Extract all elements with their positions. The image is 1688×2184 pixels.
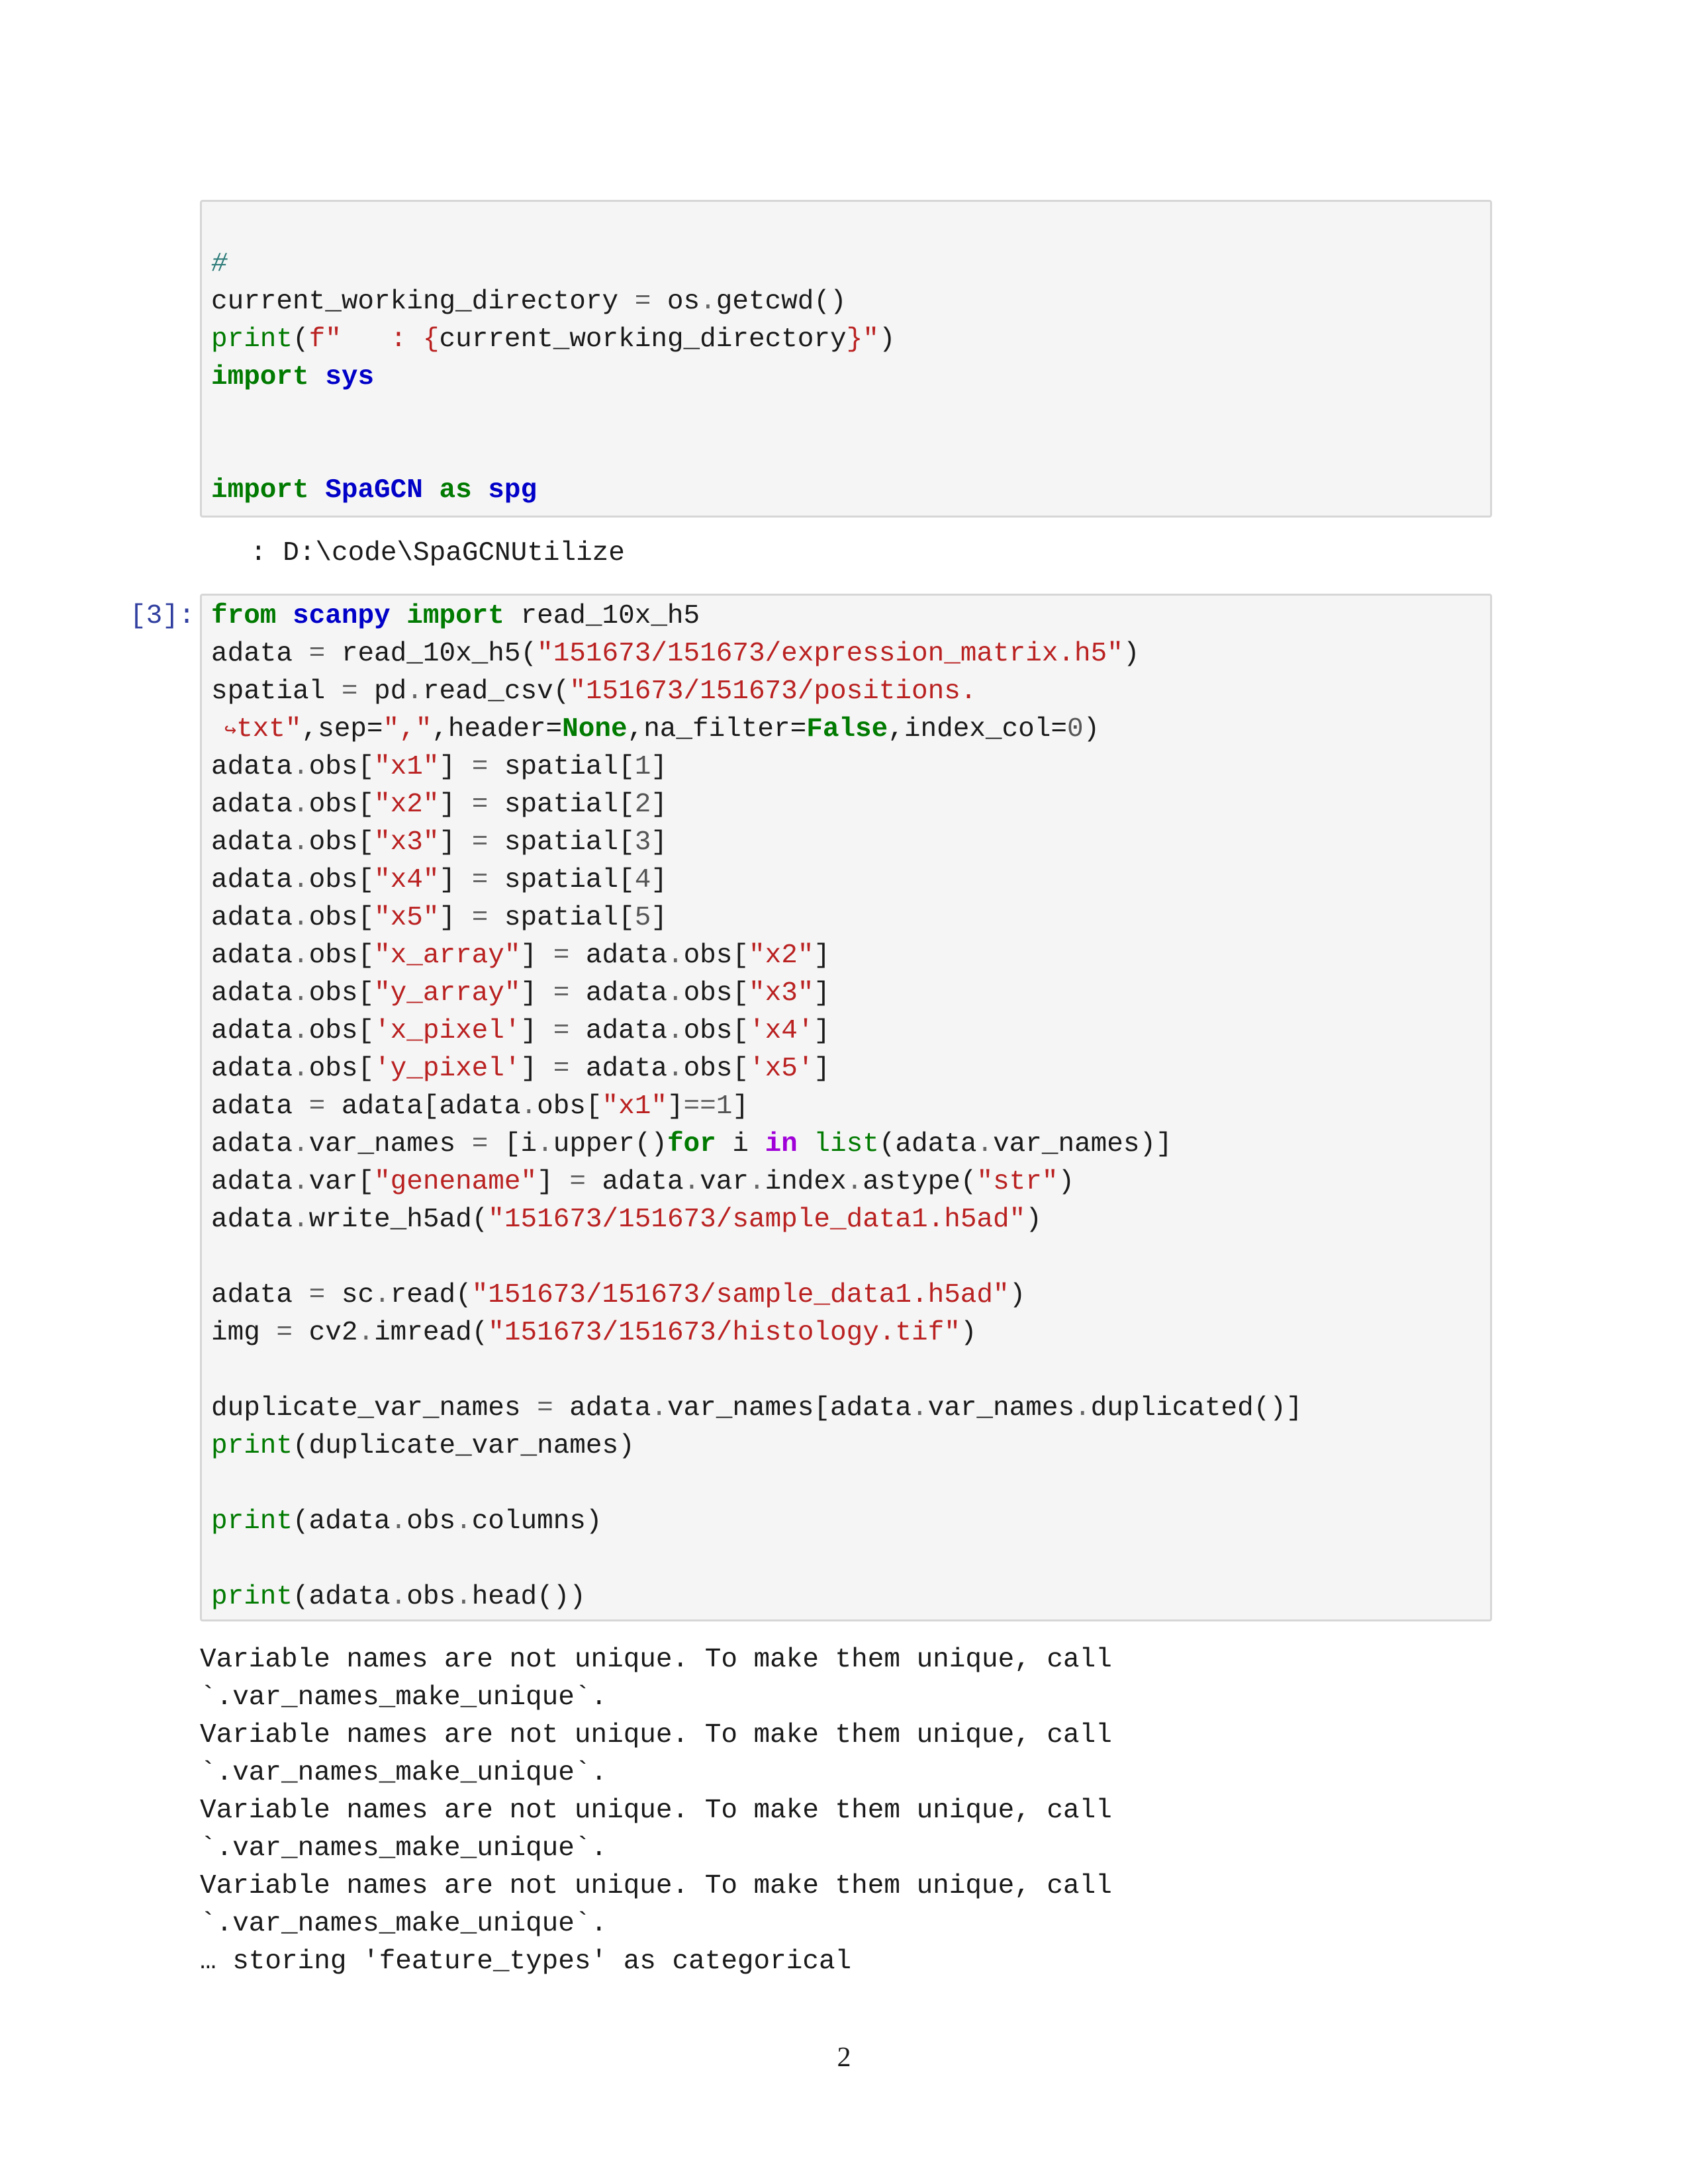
code-line: # [211,249,228,279]
code-line: adata.obs["x_array"] = adata.obs["x2"] [211,940,831,971]
code-line: adata.obs["x2"] = spatial[2] [211,790,667,820]
code-line: adata.obs["y_array"] = adata.obs["x3"] [211,978,831,1009]
output-line: … storing 'feature_types' as categorical [200,1946,852,1977]
output-line: Variable names are not unique. To make them unique, call [200,1796,1112,1826]
code-line: adata.var["genename"] = adata.var.index.astype("str") [211,1167,1075,1197]
code-line: from scanpy import read_10x_h5 [211,601,700,631]
code-cell-1[interactable] [200,200,1492,518]
output-line: Variable names are not unique. To make them unique, call [200,1871,1112,1901]
output-line: Variable names are not unique. To make them unique, call [200,1720,1112,1751]
code-line: print(adata.obs.columns) [211,1506,602,1537]
code-line: adata = read_10x_h5("151673/151673/expression_matrix.h5") [211,639,1140,669]
code-line: spatial = pd.read_csv("151673/151673/positions. [211,676,977,707]
page-number: 2 [837,2042,851,2073]
code-line: adata.obs["x5"] = spatial[5] [211,903,667,933]
code-line: adata = adata[adata.obs["x1"]==1] [211,1091,749,1122]
code-line: adata.obs['y_pixel'] = adata.obs['x5'] [211,1054,831,1084]
output-line: `.var_names_make_unique`. [200,1909,608,1939]
code-cell-2[interactable] [200,594,1492,1621]
code-line: adata.obs["x1"] = spatial[1] [211,752,667,782]
cell-prompt: [3]: [130,601,195,631]
output-line: `.var_names_make_unique`. [200,1833,608,1864]
code-line: import sys [211,362,375,392]
output-line: `.var_names_make_unique`. [200,1682,608,1713]
code-line: adata.write_h5ad("151673/151673/sample_data1.h5ad") [211,1205,1042,1235]
code-line: print(f" : {current_working_directory}") [211,324,896,355]
code-line: duplicate_var_names = adata.var_names[adata.var_names.duplicated()] [211,1393,1303,1424]
code-line: adata.obs["x3"] = spatial[3] [211,827,667,858]
cell-output: : D:\code\SpaGCNUtilize [250,538,625,569]
code-line: adata.obs['x_pixel'] = adata.obs['x4'] [211,1016,831,1046]
output-line: Variable names are not unique. To make them unique, call [200,1645,1112,1675]
code-line: ↪txt",sep=",",header=None,na_filter=False,index_col=0) [224,714,1100,745]
code-line: adata = sc.read("151673/151673/sample_data1.h5ad") [211,1280,1026,1310]
output-line: `.var_names_make_unique`. [200,1758,608,1788]
code-line: print(duplicate_var_names) [211,1431,635,1461]
code-line: import SpaGCN as spg [211,475,538,506]
code-line: print(adata.obs.head()) [211,1582,586,1612]
code-line: adata.obs["x4"] = spatial[4] [211,865,667,895]
code-line: current_working_directory = os.getcwd() [211,287,847,317]
code-line: img = cv2.imread("151673/151673/histology.tif") [211,1318,977,1348]
code-line: adata.var_names = [i.upper()for i in list(adata.var_names)] [211,1129,1172,1160]
